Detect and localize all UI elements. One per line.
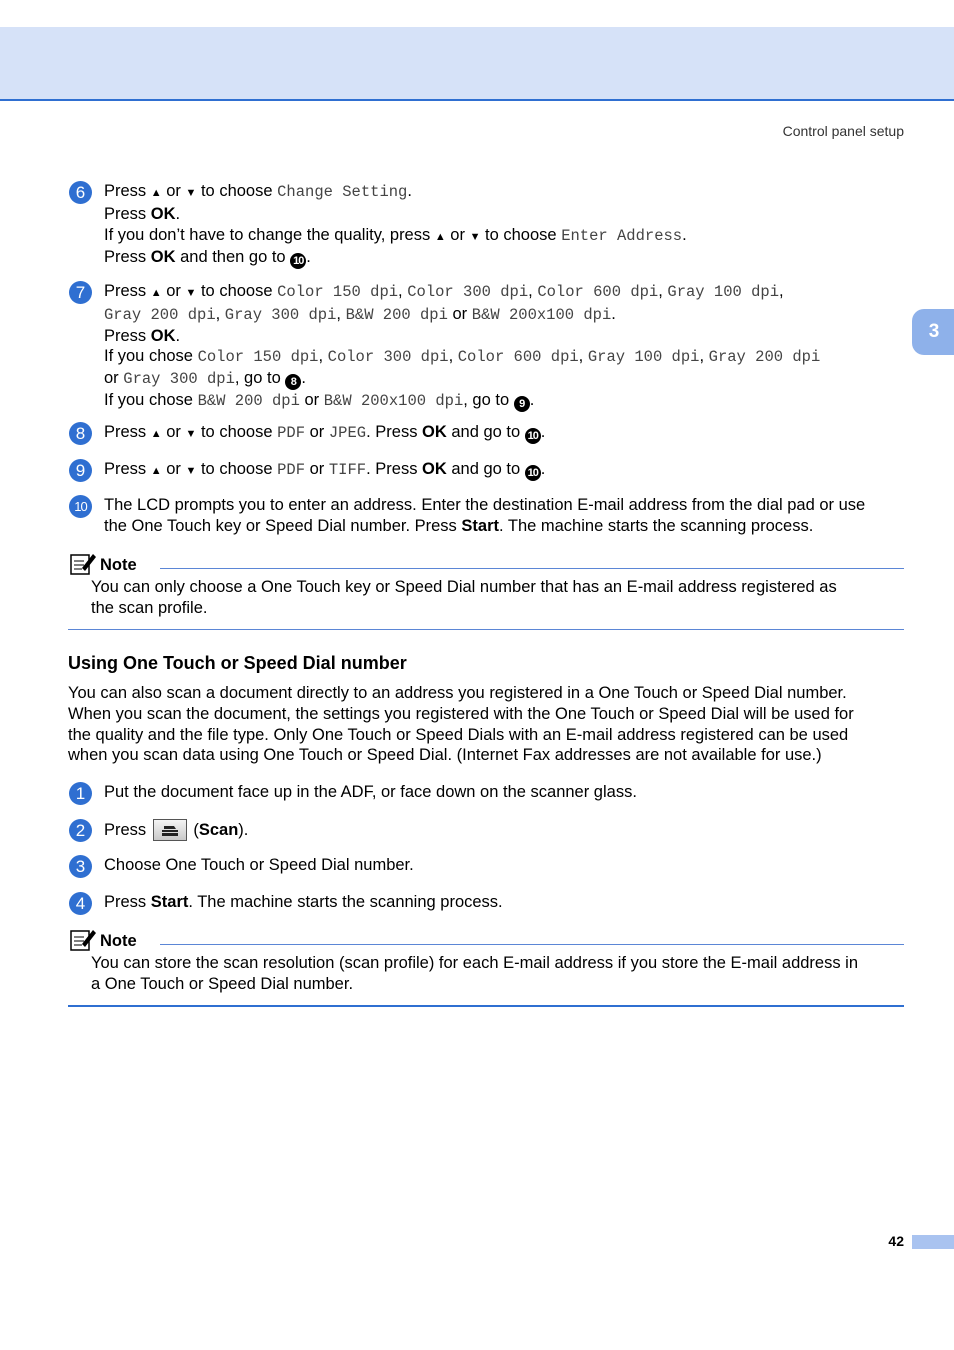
lcd-option: B&W 200x100 dpi — [471, 305, 612, 324]
step-text — [104, 782, 904, 803]
lcd-option: Gray 200 dpi — [104, 305, 216, 324]
step-reference: 10 — [290, 253, 306, 269]
step-number-badge: 2 — [69, 819, 92, 842]
step-reference: 9 — [514, 396, 530, 412]
lcd-option: PDF — [277, 424, 306, 442]
lcd-option: Gray 100 dpi — [587, 348, 700, 367]
text-line: Press ▲ or ▼ to choose Color 150 dpi, Color 300 dpi, Color 600 dpi, Gray 100 dpi, — [104, 282, 784, 301]
step-number-badge: 10 — [69, 495, 92, 518]
note-pencil-icon — [70, 551, 96, 575]
step-reference: 10 — [525, 428, 541, 444]
note-pencil-icon — [70, 927, 96, 951]
note-text — [91, 577, 904, 619]
step-item — [68, 422, 904, 445]
text-line: Press OK. — [104, 204, 181, 223]
scan-button-icon[interactable] — [153, 819, 187, 841]
key-name: Scan — [198, 821, 239, 839]
step-number-badge: 8 — [69, 422, 92, 445]
note-divider — [160, 944, 904, 945]
step-item — [68, 819, 904, 841]
note-line: a One Touch or Speed Dial number. — [91, 974, 354, 993]
step-text — [104, 459, 904, 482]
note-divider — [68, 1005, 904, 1007]
chapter-tab[interactable]: 3 — [912, 309, 954, 355]
text-line: the One Touch key or Speed Dial number. Press Start. The machine starts the scanning process. — [104, 516, 814, 535]
section-paragraph — [68, 683, 904, 766]
step-item — [68, 855, 904, 876]
note-divider — [68, 629, 904, 630]
text-line: Gray 200 dpi, Gray 300 dpi, B&W 200 dpi or B&W 200x100 dpi. — [104, 304, 616, 324]
up-arrow-icon: ▲ — [150, 187, 162, 199]
key-name: OK — [422, 460, 447, 478]
header-band — [0, 27, 954, 101]
down-arrow-icon: ▼ — [185, 287, 197, 299]
lcd-option: Color 150 dpi — [197, 348, 319, 367]
text-line: Press OK. — [104, 326, 181, 345]
lcd-option: B&W 200 dpi — [345, 305, 448, 324]
step-item — [68, 495, 904, 537]
key-name: Start — [150, 893, 189, 911]
text-line: or Gray 300 dpi, go to 8 . — [104, 369, 306, 389]
step-item — [68, 181, 904, 269]
step-text — [104, 495, 904, 537]
up-arrow-icon: ▲ — [150, 428, 162, 440]
step-number-badge: 9 — [69, 459, 92, 482]
down-arrow-icon: ▼ — [185, 187, 197, 199]
key-name: OK — [150, 326, 176, 345]
note-line: You can store the scan resolution (scan profile) for each E-mail address if you store the E-mail address in — [91, 954, 859, 972]
step-item — [68, 459, 904, 482]
lcd-option: JPEG — [328, 424, 367, 442]
lcd-option: PDF — [277, 461, 306, 479]
lcd-option: Color 600 dpi — [457, 348, 579, 367]
lcd-option: B&W 200x100 dpi — [323, 392, 464, 411]
paragraph-line: You can also scan a document directly to an address you registered in a One Touch or Speed Dial number. — [68, 684, 847, 702]
paragraph-line: the quality and the file type. Only One Touch or Speed Dials with an E-mail address registered can be used — [68, 725, 849, 744]
text-line: Press Start. The machine starts the scanning process. — [104, 893, 503, 911]
note-divider — [160, 568, 904, 569]
note-label: Note — [100, 932, 137, 950]
up-arrow-icon: ▲ — [150, 287, 162, 299]
text-line: Press ▲ or ▼ to choose PDF or TIFF. Press OK and go to 10 . — [104, 460, 546, 479]
page-number: 42 — [888, 1233, 904, 1249]
down-arrow-icon: ▼ — [185, 465, 197, 477]
text-line: Press (Scan). — [104, 821, 249, 839]
note-text — [91, 953, 904, 995]
step-text — [104, 281, 904, 412]
step-text — [104, 892, 904, 913]
lcd-option: Color 300 dpi — [407, 283, 529, 301]
paragraph-line: when you scan data using One Touch or Speed Dial. (Internet Fax addresses are not available for use.) — [68, 746, 822, 765]
step-number-badge: 4 — [69, 892, 92, 915]
step-number-badge: 1 — [69, 782, 92, 805]
lcd-option: Enter Address — [561, 226, 683, 245]
note-line: the scan profile. — [91, 598, 208, 617]
running-head: Control panel setup — [782, 123, 904, 139]
lcd-option: B&W 200 dpi — [197, 392, 300, 411]
step-number-badge: 6 — [69, 181, 92, 204]
note-label: Note — [100, 556, 137, 574]
step-item — [68, 892, 904, 913]
lcd-option: Gray 300 dpi — [224, 305, 337, 324]
key-name: OK — [422, 423, 447, 441]
key-name: OK — [150, 248, 176, 267]
text-line: Press ▲ or ▼ to choose Change Setting. — [104, 182, 412, 201]
note-box — [68, 927, 904, 1007]
note-line: You can only choose a One Touch key or Speed Dial number that has an E-mail address registered as — [91, 578, 837, 596]
key-name: Start — [461, 516, 499, 535]
page-tab — [912, 1235, 954, 1249]
text-line: Choose One Touch or Speed Dial number. — [104, 856, 414, 874]
lcd-option: Change Setting — [277, 183, 408, 201]
lcd-option: Color 150 dpi — [277, 283, 399, 301]
lcd-option: Gray 200 dpi — [708, 348, 821, 367]
lcd-option: TIFF — [328, 461, 367, 479]
text-line: If you chose Color 150 dpi, Color 300 dpi, Color 600 dpi, Gray 100 dpi, Gray 200 dpi — [104, 347, 821, 367]
section-title: Using One Touch or Speed Dial number — [68, 653, 407, 673]
text-line: If you chose B&W 200 dpi or B&W 200x100 dpi, go to 9 . — [104, 391, 535, 411]
step-text — [104, 181, 904, 269]
key-name: OK — [150, 204, 176, 223]
down-arrow-icon: ▼ — [185, 428, 197, 440]
step-number-badge: 7 — [69, 281, 92, 304]
text-line: Put the document face up in the ADF, or face down on the scanner glass. — [104, 783, 637, 801]
paragraph-line: When you scan the document, the settings you registered with the One Touch or Speed Dial will be used for — [68, 704, 854, 723]
step-reference: 8 — [285, 374, 301, 390]
text-line: Press OK and then go to 10 . — [104, 248, 311, 268]
lcd-option: Gray 100 dpi — [667, 283, 780, 301]
step-text — [104, 855, 904, 876]
text-line: The LCD prompts you to enter an address. Enter the destination E-mail address from the dial pad or use — [104, 496, 866, 514]
lcd-option: Color 600 dpi — [537, 283, 659, 301]
up-arrow-icon: ▲ — [150, 465, 162, 477]
up-arrow-icon: ▲ — [434, 230, 446, 243]
text-line: If you don’t have to change the quality, press ▲ or ▼ to choose Enter Address. — [104, 225, 687, 245]
text-line: Press ▲ or ▼ to choose PDF or JPEG. Press OK and go to 10 . — [104, 423, 546, 442]
step-text — [104, 422, 904, 445]
step-text — [104, 819, 904, 841]
step-item — [68, 782, 904, 803]
step-item — [68, 281, 904, 412]
note-box — [68, 551, 904, 630]
down-arrow-icon: ▼ — [469, 230, 481, 243]
step-number-badge: 3 — [69, 855, 92, 878]
lcd-option: Color 300 dpi — [327, 348, 449, 367]
lcd-option: Gray 300 dpi — [123, 370, 235, 389]
step-reference: 10 — [525, 465, 541, 481]
